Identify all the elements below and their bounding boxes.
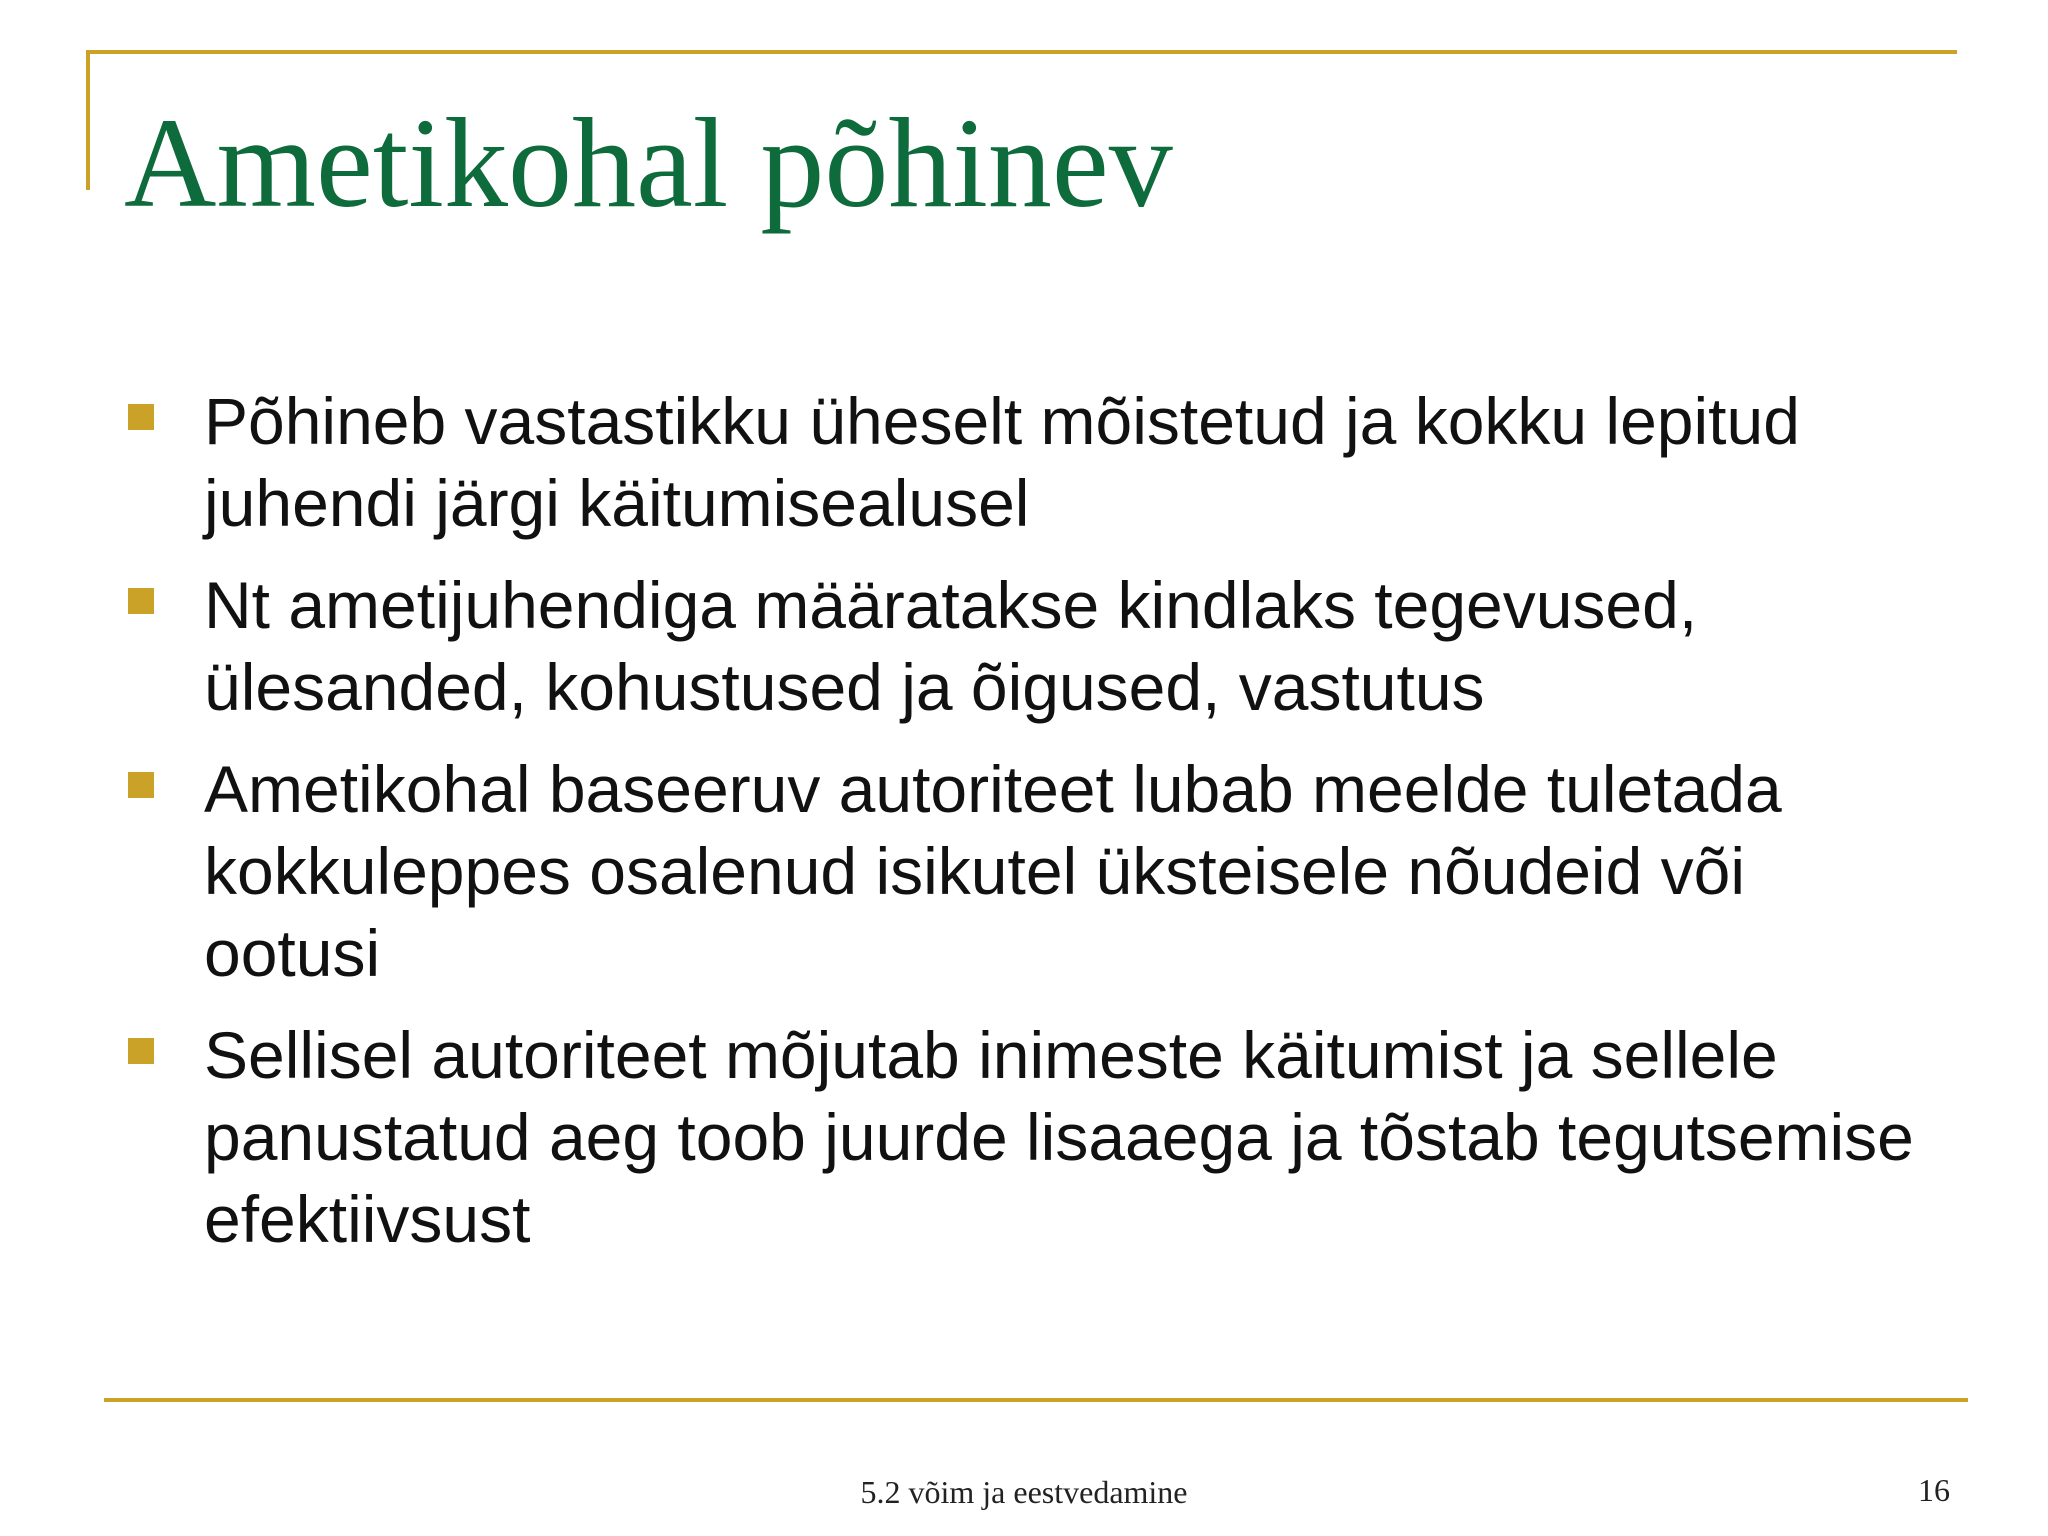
bullet-text: Põhineb vastastikku üheselt mõistetud ja kokku lepitud juhendi järgi käitumisealusel <box>204 384 1800 540</box>
bullet-list <box>128 380 1928 1280</box>
bullet-text: Sellisel autoriteet mõjutab inimeste käitumist ja sellele panustatud aeg toob juurde lisaaega ja tõstab tegutsemise efektiivsust <box>204 1018 1914 1256</box>
square-bullet-icon <box>128 772 154 798</box>
slide-title: Ametikohal põhinev <box>124 92 1173 234</box>
bullet-text: Ametikohal baseeruv autoriteet lubab meelde tuletada kokkuleppes osalenud isikutel üksteisele nõudeid või ootusi <box>204 752 1782 990</box>
page-number: 16 <box>1918 1472 1950 1508</box>
left-border-line <box>86 50 90 190</box>
top-border-line <box>86 50 1957 54</box>
bullet-item <box>128 748 1928 994</box>
square-bullet-icon <box>128 588 154 614</box>
square-bullet-icon <box>128 404 154 430</box>
bullet-item <box>128 1014 1928 1260</box>
bullet-text: Nt ametijuhendiga määratakse kindlaks tegevused, ülesanded, kohustused ja õigused, vastutus <box>204 568 1698 724</box>
bullet-item <box>128 564 1928 728</box>
bullet-item <box>128 380 1928 544</box>
slide-footer: 5.2 võim ja eestvedamine <box>860 1474 1188 1510</box>
bottom-divider-line <box>104 1398 1968 1402</box>
square-bullet-icon <box>128 1038 154 1064</box>
